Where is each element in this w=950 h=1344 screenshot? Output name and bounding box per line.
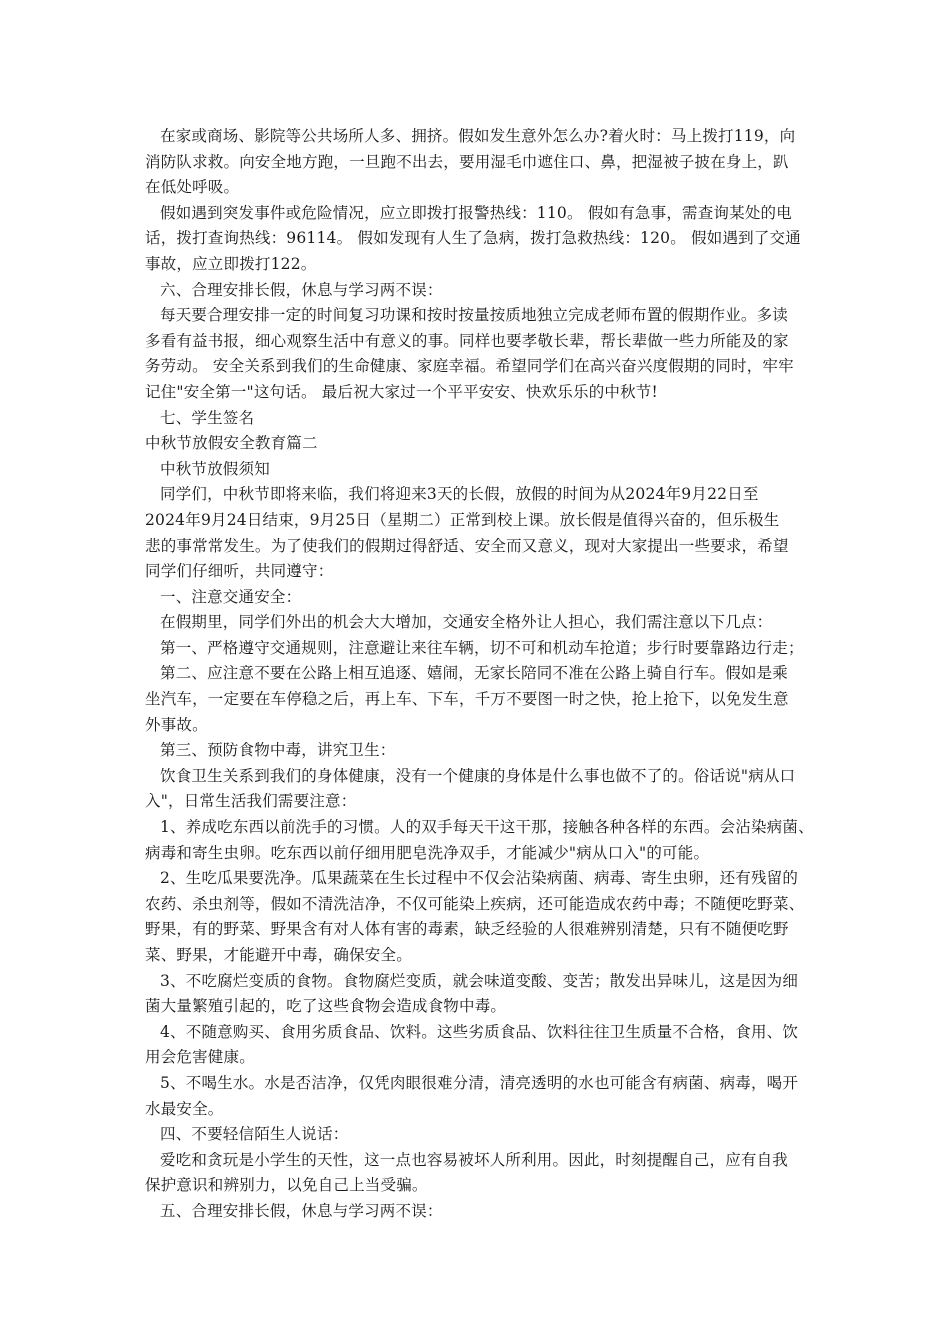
text-line: 1、养成吃东西以前洗手的习惯。人的双手每天干这干那，接触各种各样的东西。会沾染病菌、 <box>160 818 814 837</box>
text-line: 每天要合理安排一定的时间复习功课和按时按量按质地独立完成老师布置的假期作业。多读 <box>160 306 789 325</box>
text-line: 2、生吃瓜果要洗净。瓜果蔬菜在生长过程中不仅会沾染病菌、病毒、寄生虫卵，还有残留的 <box>160 869 799 888</box>
text-line: 话，拨打查询热线：96114。 假如发现有人生了急病，拨打急救热线：120。 假如遇到了交通 <box>145 229 801 248</box>
text-line: 悲的事常常发生。为了使我们的假期过得舒适、安全而又意义，现对大家提出一些要求，希望 <box>145 536 789 555</box>
text-line: 多看有益书报，细心观察生活中有意义的事。同样也要孝敬长辈，帮长辈做一些力所能及的家 <box>145 331 789 350</box>
text-line: 饮食卫生关系到我们的身体健康，没有一个健康的身体是什么事也做不了的。俗话说"病从口 <box>160 766 796 785</box>
text-line: 同学们仔细听，共同遵守： <box>145 562 334 581</box>
text-line: 在家或商场、影院等公共场所人多、拥挤。假如发生意外怎么办?着火时：马上拨打119，向 <box>160 127 796 145</box>
text-line: 4、不随意购买、食用劣质食品、饮料。这些劣质食品、饮料往往卫生质量不合格，食用、饮 <box>160 1022 799 1041</box>
text-line: 3、不吃腐烂变质的食物。食物腐烂变质，就会味道变酸、变苦；散发出异味儿，这是因为细 <box>160 971 799 990</box>
text-line: 外事故。 <box>145 715 208 734</box>
text-line: 消防队求救。向安全地方跑，一旦跑不出去，要用湿毛巾遮住口、鼻，把湿被子披在身上，趴 <box>145 152 789 171</box>
text-line: 第二、应注意不要在公路上相互追逐、嬉闹，无家长陪同不准在公路上骑自行车。假如是乘 <box>160 664 789 683</box>
text-line: 菌大量繁殖引起的，吃了这些食物会造成食物中毒。 <box>145 997 507 1016</box>
text-line: 爱吃和贪玩是小学生的天性，这一点也容易被坏人所利用。因此，时刻提醒自己，应有自我 <box>160 1150 789 1169</box>
text-line: 中秋节放假须知 <box>160 459 270 478</box>
text-line: 5、不喝生水。水是否洁净，仅凭肉眼很难分清，清亮透明的水也可能含有病菌、病毒，喝开 <box>160 1073 799 1092</box>
text-line: 用会危害健康。 <box>145 1048 255 1067</box>
text-line: 农药、杀虫剂等，假如不清洗洁净，不仅可能染上疾病，还可能造成农药中毒；不随便吃野菜、 <box>145 894 805 913</box>
text-line: 假如遇到突发事件或危险情况，应立即拨打报警热线：110。 假如有急事，需查询某处的电 <box>160 203 792 222</box>
text-line: 菜、野果，才能避开中毒，确保安全。 <box>145 946 412 964</box>
text-line: 2024年9月24日结束，9月25日（星期二）正常到校上课。放长假是值得兴奋的，但乐极生 <box>145 510 780 529</box>
text-line: 第三、预防食物中毒，讲究卫生： <box>160 741 396 760</box>
text-line: 第一、严格遵守交通规则，注意避让来往车辆，切不可和机动车抢道；步行时要靠路边行走； <box>160 638 804 657</box>
text-line: 同学们，中秋节即将来临，我们将迎来3天的长假，放假的时间为从2024年9月22日至 <box>160 485 759 504</box>
text-line: 五、合理安排长假，休息与学习两不误： <box>160 1201 443 1220</box>
text-line: 病毒和寄生虫卵。吃东西以前仔细用肥皂洗净双手，才能减少"病从口入"的可能。 <box>145 843 710 862</box>
text-line: 入"，日常生活我们需要注意： <box>145 792 357 811</box>
text-line: 记住"安全第一"这句话。 最后祝大家过一个平平安安、快欢乐乐的中秋节! <box>145 382 658 401</box>
text-line: 在低处呼吸。 <box>145 178 240 197</box>
text-line: 中秋节放假安全教育篇二 <box>145 434 318 453</box>
text-line: 七、学生签名 <box>160 408 255 427</box>
text-line: 务劳动。 安全关系到我们的生命健康、家庭幸福。希望同学们在高兴奋兴度假期的同时，牢牢 <box>145 357 794 376</box>
text-line: 六、合理安排长假，休息与学习两不误： <box>160 280 443 299</box>
text-line: 水最安全。 <box>145 1099 224 1118</box>
text-line: 四、不要轻信陌生人说话： <box>160 1125 349 1144</box>
text-line: 坐汽车，一定要在车停稳之后，再上车、下车，千万不要图一时之快，抢上抢下，以免发生意 <box>145 690 789 709</box>
text-line: 野果，有的野菜、野果含有对人体有害的毒素，缺乏经验的人很难辨别清楚，只有不随便吃野 <box>145 920 789 939</box>
document-body <box>145 124 825 1225</box>
text-line: 保护意识和辨别力，以免自己上当受骗。 <box>145 1176 428 1195</box>
text-line: 在假期里，同学们外出的机会大大增加，交通安全格外让人担心，我们需注意以下几点： <box>160 613 773 632</box>
text-line: 一、注意交通安全： <box>160 587 302 606</box>
text-line: 事故，应立即拨打122。 <box>145 254 317 273</box>
